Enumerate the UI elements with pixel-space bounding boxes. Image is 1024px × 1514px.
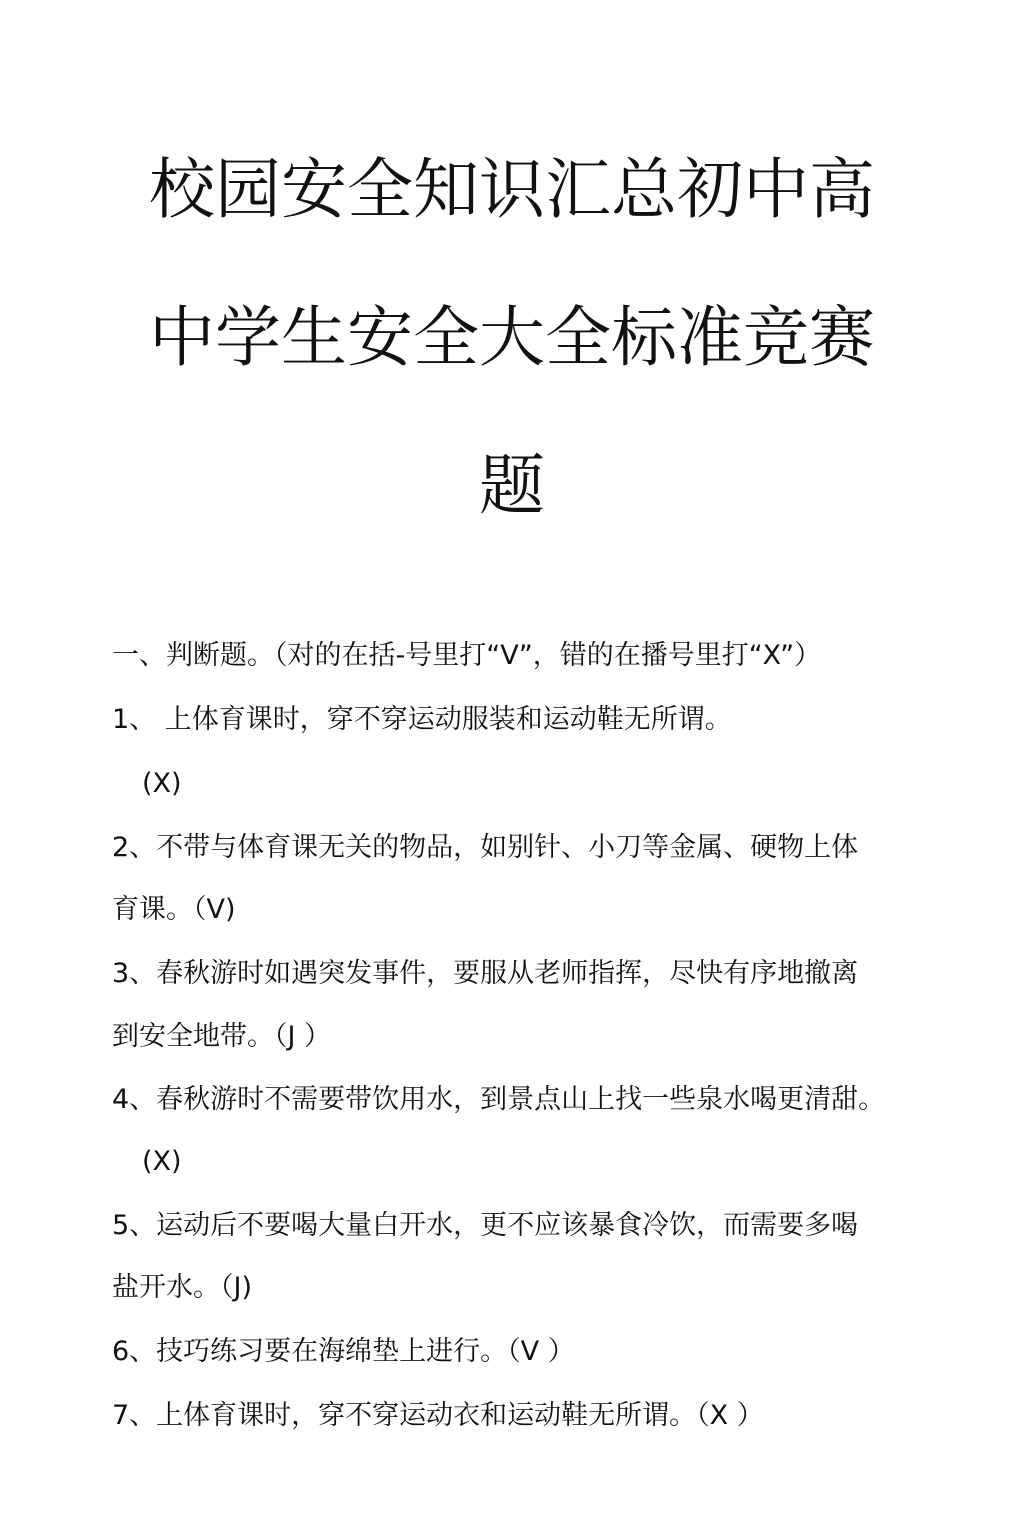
item-2-line-2: 育课。（V): [112, 894, 236, 925]
item-4-answer: (X): [142, 1146, 182, 1177]
item-3-line-1: 3、春秋游时如遇突发事件，要服从老师指挥，尽快有序地撤离: [112, 958, 859, 989]
item-6-line-1: 6、技巧练习要在海绵垫上进行。（V ）: [112, 1336, 575, 1367]
title-line-2: 中学生安全大全标准竞赛: [149, 299, 875, 376]
item-7-line-1: 7、上体育课时，穿不穿运动衣和运动鞋无所谓。（X ）: [112, 1400, 764, 1431]
title-line-3: 题: [479, 447, 545, 524]
item-1-answer: (X): [142, 768, 182, 799]
section-heading: 一、判断题。（对的在括-号里打“V”，错的在播号里打“X”）: [112, 640, 822, 671]
item-5-line-1: 5、运动后不要喝大量白开水，更不应该暴食冷饮，而需要多喝: [112, 1210, 859, 1241]
item-4-line-1: 4、春秋游时不需要带饮用水，到景点山上找一些泉水喝更清甜。: [112, 1084, 886, 1115]
item-3-line-2: 到安全地带。（J ）: [112, 1021, 332, 1052]
item-5-line-2: 盐开水。（J): [112, 1272, 252, 1303]
title-line-1: 校园安全知识汇总初中高: [149, 151, 875, 228]
item-1-line-1: 1、 上体育课时，穿不穿运动服装和运动鞋无所谓。: [112, 704, 732, 735]
item-2-line-1: 2、不带与体育课无关的物品，如别针、小刀等金属、硬物上体: [112, 832, 859, 863]
